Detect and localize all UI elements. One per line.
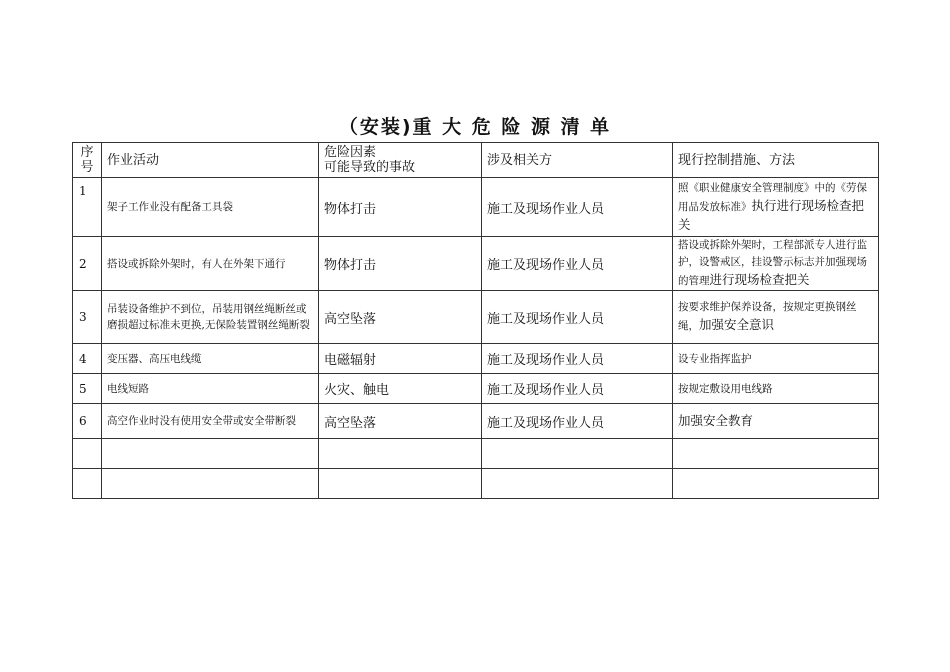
row-party: 施工及现场作业人员 [482, 344, 673, 374]
hazard-table [72, 142, 879, 499]
empty-cell [673, 439, 879, 469]
table-row [73, 178, 879, 237]
row-activity: 吊装设备维护不到位，吊装用钢丝绳断丝或磨损超过标准未更换,无保险装置钢丝绳断裂 [102, 291, 319, 344]
header-control: 现行控制措施、方法 [673, 143, 879, 178]
empty-row [73, 469, 879, 499]
empty-cell [319, 439, 482, 469]
table-header-row [73, 143, 879, 178]
row-activity: 架子工作业没有配备工具袋 [102, 178, 319, 237]
empty-cell [482, 469, 673, 499]
row-number: 6 [73, 404, 102, 439]
row-number: 5 [73, 374, 102, 404]
header-hazard: 危险因素 可能导致的事故 [319, 143, 482, 178]
row-hazard: 物体打击 [319, 237, 482, 291]
header-activity: 作业活动 [102, 143, 319, 178]
row-party: 施工及现场作业人员 [482, 237, 673, 291]
page-title: （安装)重 大 危 险 源 清 单 [338, 116, 612, 138]
row-control: 按规定敷设用电线路 [673, 374, 879, 404]
empty-cell [673, 469, 879, 499]
row-control: 设专业指挥监护 [673, 344, 879, 374]
empty-cell [102, 469, 319, 499]
row-party: 施工及现场作业人员 [482, 374, 673, 404]
table-row [73, 344, 879, 374]
row-control: 按要求维护保养设备，按规定更换钢丝绳，加强安全意识 [673, 291, 879, 344]
empty-cell [482, 439, 673, 469]
row-control: 照《职业健康安全管理制度》中的《劳保用品发放标准》执行进行现场检查把关 [673, 178, 879, 237]
row-control: 搭设或拆除外架时，工程部派专人进行监护，设警戒区，挂设警示标志并加强现场的管理进行现场检查把关 [673, 237, 879, 291]
empty-row [73, 439, 879, 469]
table-row [73, 404, 879, 439]
row-number: 1 [73, 178, 102, 237]
row-party: 施工及现场作业人员 [482, 404, 673, 439]
row-hazard: 高空坠落 [319, 291, 482, 344]
header-no: 序 号 [73, 143, 102, 178]
row-activity: 高空作业时没有使用安全带或安全带断裂 [102, 404, 319, 439]
empty-cell [102, 439, 319, 469]
table-row [73, 291, 879, 344]
row-number: 4 [73, 344, 102, 374]
row-hazard: 物体打击 [319, 178, 482, 237]
row-number: 3 [73, 291, 102, 344]
row-hazard: 火灾、触电 [319, 374, 482, 404]
empty-cell [73, 439, 102, 469]
table-row [73, 374, 879, 404]
row-activity: 搭设或拆除外架时，有人在外架下通行 [102, 237, 319, 291]
row-party: 施工及现场作业人员 [482, 178, 673, 237]
row-activity: 电线短路 [102, 374, 319, 404]
row-hazard: 高空坠落 [319, 404, 482, 439]
row-control: 加强安全教育 [673, 404, 879, 439]
row-activity: 变压器、高压电线缆 [102, 344, 319, 374]
empty-cell [319, 469, 482, 499]
row-hazard: 电磁辐射 [319, 344, 482, 374]
row-party: 施工及现场作业人员 [482, 291, 673, 344]
table-row [73, 237, 879, 291]
header-party: 涉及相关方 [482, 143, 673, 178]
empty-cell [73, 469, 102, 499]
row-number: 2 [73, 237, 102, 291]
